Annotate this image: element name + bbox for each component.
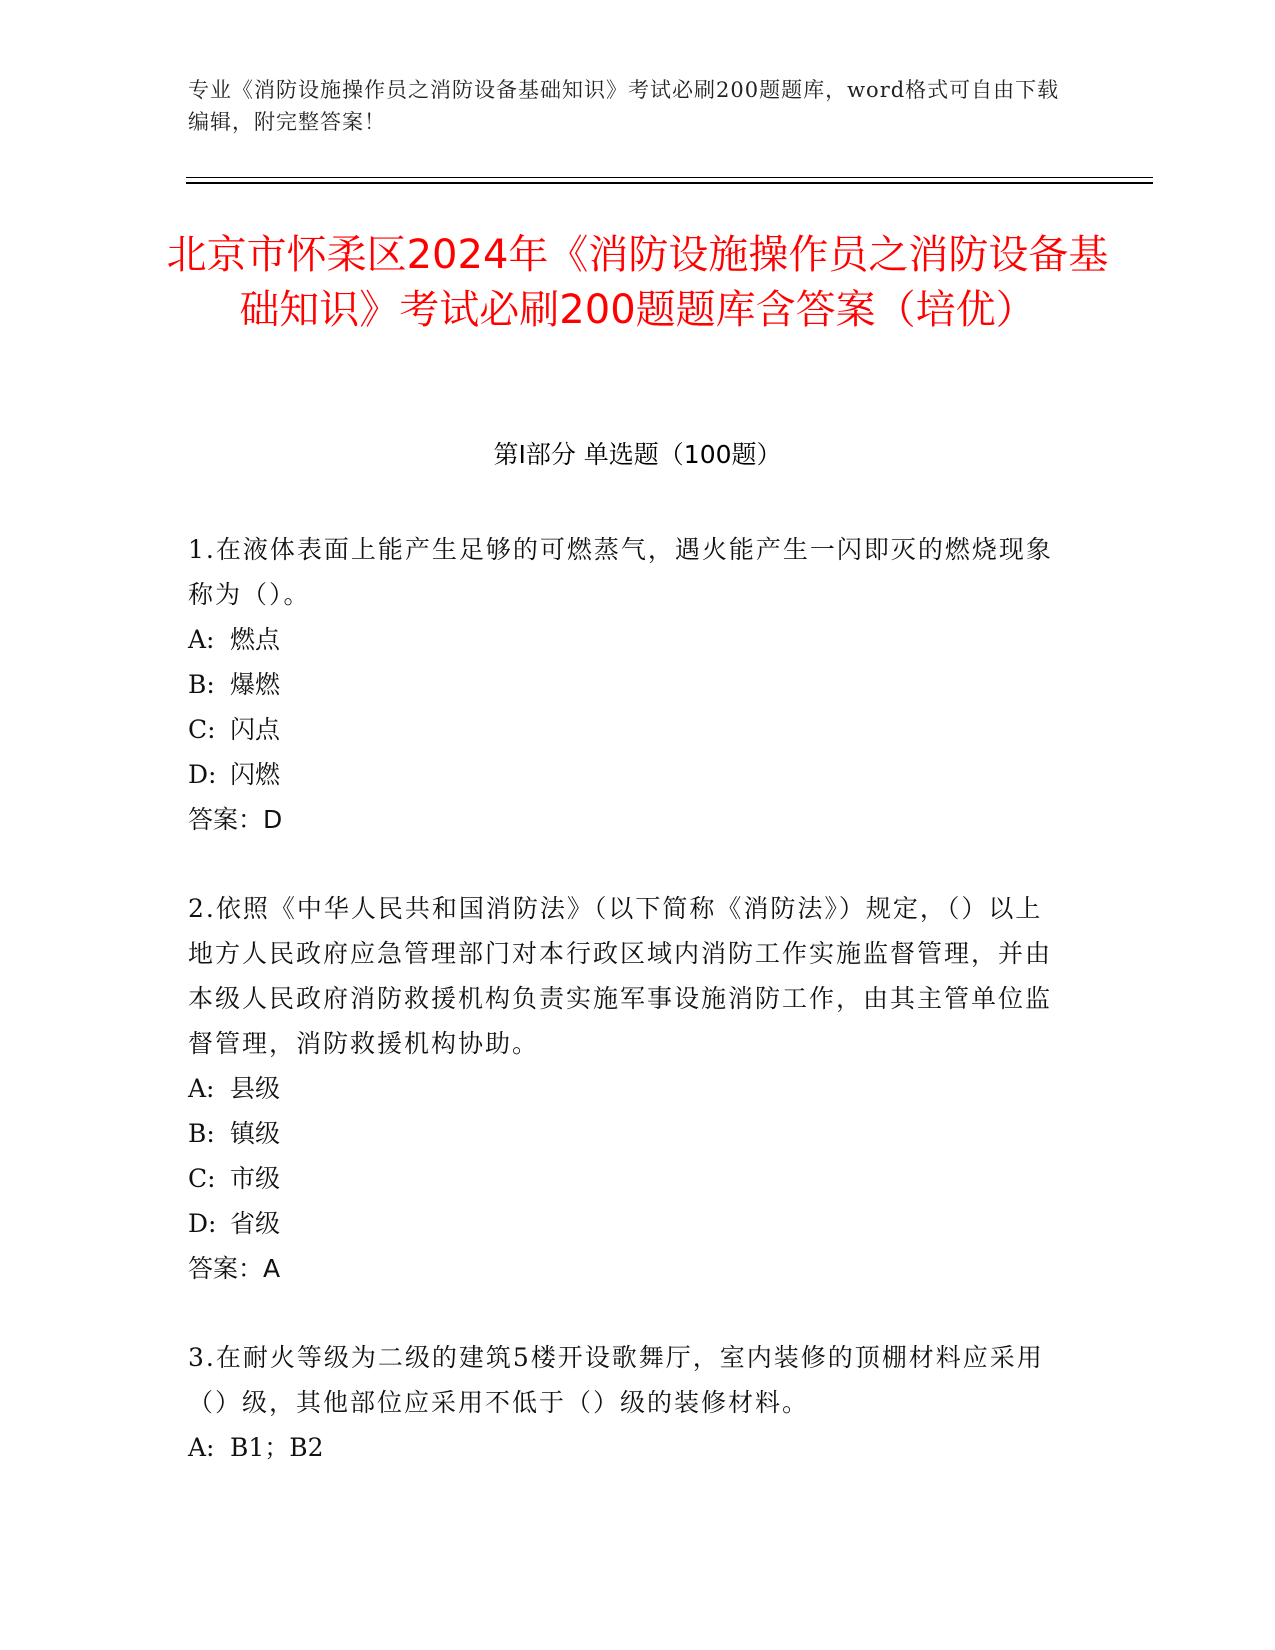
option-key: C: (188, 1164, 216, 1193)
option-key: A: (188, 625, 215, 654)
option-d (188, 752, 1068, 797)
question-list (188, 527, 1068, 1514)
question-stem: 2.依照《中华人民共和国消防法》（以下简称《消防法》）规定，（）以上地方人民政府应急管理部门对本行政区域内消防工作实施监督管理，并由本级人民政府消防救援机构负责实施军事设施消防工作，由其主管单位监督管理，消防救援机构协助。 (188, 894, 1053, 1058)
option-text: 爆燃 (230, 670, 281, 699)
option-b (188, 662, 1068, 707)
option-key: B: (188, 1119, 215, 1148)
option-key: B: (188, 670, 215, 699)
option-text: 省级 (230, 1209, 281, 1238)
header-note: 专业《消防设施操作员之消防设备基础知识》考试必刷200题题库，word格式可自由下载编辑，附完整答案！ (188, 78, 1060, 134)
option-a (188, 617, 1068, 662)
option-key: D: (188, 760, 217, 789)
answer: 答案：A (188, 1254, 281, 1283)
option-a (188, 1425, 1068, 1470)
option-text: 镇级 (230, 1119, 281, 1148)
option-text: 闪点 (230, 715, 281, 744)
option-key: D: (188, 1209, 217, 1238)
option-text: 县级 (230, 1074, 281, 1103)
option-key: C: (188, 715, 216, 744)
option-d (188, 1201, 1068, 1246)
question-stem: 1.在液体表面上能产生足够的可燃蒸气，遇火能产生一闪即灭的燃烧现象称为（）。 (188, 535, 1053, 609)
question-1 (188, 527, 1068, 842)
question-stem: 3.在耐火等级为二级的建筑5楼开设歌舞厅，室内装修的顶棚材料应采用（）级，其他部位应采用不低于（）级的装修材料。 (188, 1343, 1044, 1417)
answer: 答案：D (188, 805, 283, 834)
header-divider-thick (186, 182, 1153, 184)
option-a (188, 1066, 1068, 1111)
question-2 (188, 886, 1068, 1291)
option-b (188, 1111, 1068, 1156)
document-title: 北京市怀柔区2024年《消防设施操作员之消防设备基础知识》考试必刷200题题库含答案（培优） (166, 232, 1109, 333)
option-c (188, 1156, 1068, 1201)
option-key: A: (188, 1074, 215, 1103)
question-3 (188, 1335, 1068, 1470)
option-text: 市级 (230, 1164, 281, 1193)
option-text: 燃点 (230, 625, 281, 654)
header-divider-thin (186, 177, 1153, 178)
section-title: 第Ⅰ部分 单选题（100题） (493, 440, 782, 469)
option-key: A: (188, 1433, 215, 1462)
option-c (188, 707, 1068, 752)
option-text: 闪燃 (230, 760, 281, 789)
option-text: B1；B2 (230, 1433, 324, 1462)
